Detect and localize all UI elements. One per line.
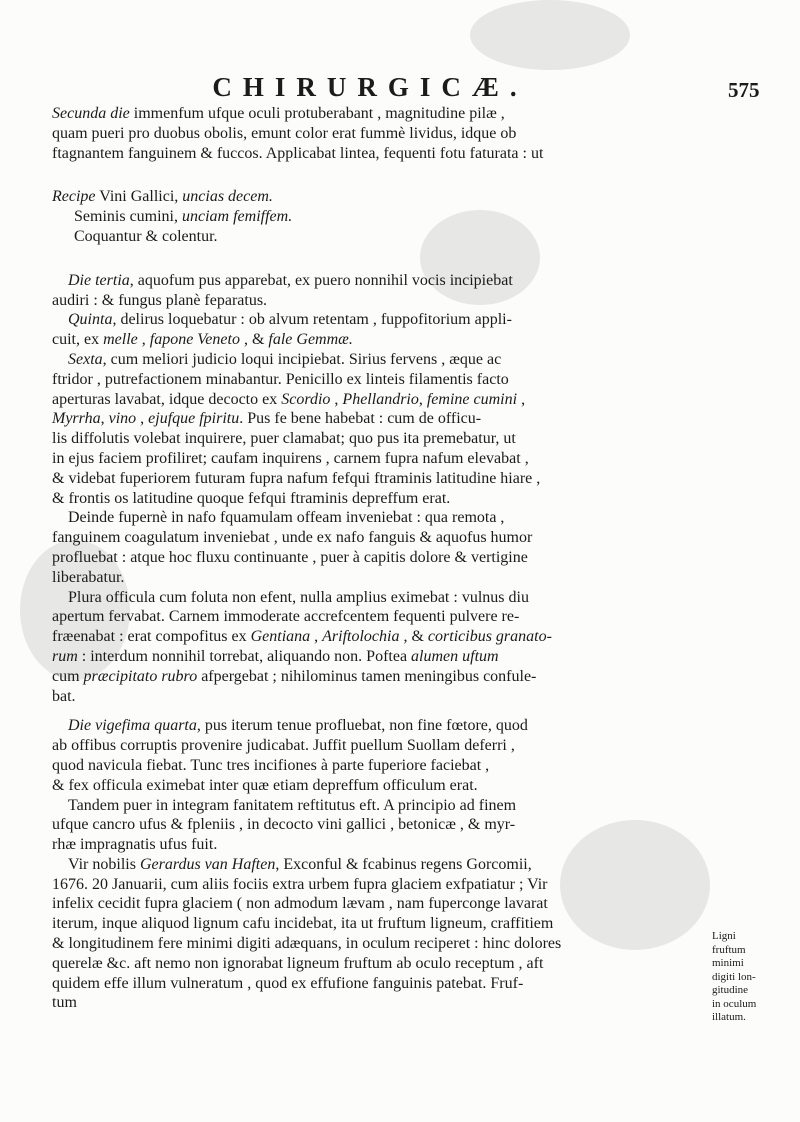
text-line xyxy=(52,736,712,756)
text-run: , xyxy=(310,628,323,646)
text-line xyxy=(52,508,712,528)
text-line xyxy=(52,716,712,736)
text-run: Vir nobilis xyxy=(68,855,140,873)
text-line xyxy=(52,449,712,469)
italic-run: Myrrha xyxy=(52,410,101,428)
text-run: apertum fervabat. Carnem immoderate accrefcentem fequenti pulvere re- xyxy=(52,608,520,626)
page-number: 575 xyxy=(728,78,760,102)
text-run: liberabatur. xyxy=(52,568,125,586)
margin-note-line: minimi xyxy=(712,957,744,969)
italic-run: Quinta xyxy=(68,311,113,329)
text-run: ufque cancro ufus & fpleniis , in decocto vini gallici , betonicæ , & myr- xyxy=(52,816,516,834)
text-run: rhæ impragnatis ufus fuit. xyxy=(52,836,218,854)
italic-run: Gerardus van Haften xyxy=(139,855,276,873)
italic-run: ejufque fpiritu xyxy=(148,410,240,428)
text-line xyxy=(52,310,712,330)
italic-run: rum xyxy=(52,647,78,665)
text-line xyxy=(52,548,712,568)
text-line xyxy=(52,390,712,410)
text-line xyxy=(52,914,712,934)
text-line xyxy=(52,528,712,548)
text-run: Coquantur & colentur. xyxy=(74,227,218,245)
text-line xyxy=(52,993,712,1013)
text-run: querelæ &c. aft nemo non ignorabat ligneum fruftum ab oculo receptum , aft xyxy=(52,954,544,972)
text-line xyxy=(52,124,712,144)
text-run: 1676. 20 Januarii, cum aliis fociis extra urbem fupra glaciem exfpatiatur ; Vir xyxy=(52,875,548,893)
text-run: lis diffolutis volebat inquirere, puer clamabat; quo pus ita premebatur, ut xyxy=(52,430,516,448)
text-line xyxy=(52,350,712,370)
text-run: , xyxy=(136,410,149,428)
text-run: audiri : & fungus planè feparatus. xyxy=(52,291,268,309)
text-run: , xyxy=(100,410,109,428)
text-run: & videbat fuperiorem futuram fupra nafum fefqui ftraminis latitudine hiare , xyxy=(52,469,541,487)
text-line xyxy=(52,588,712,608)
text-line xyxy=(52,607,712,627)
text-run: ftridor , putrefactionem minabantur. Penicillo ex linteis filamentis facto xyxy=(52,370,509,388)
margin-note-line: in oculum xyxy=(712,997,757,1010)
text-run: , aquofum pus apparebat, ex puero nonnihil vocis incipiebat xyxy=(129,271,513,289)
italic-run: Sexta xyxy=(68,350,103,368)
text-run: , Exconful & fcabinus regens Gorcomii, xyxy=(275,855,532,873)
text-run: immenfum ufque oculi protuberabant , magnitudine pilæ , xyxy=(129,105,505,122)
text-run: infelix cecidit fupra glaciem ( non admodum lævam , nam fuperconge lavarat xyxy=(52,895,548,913)
text-run: cum xyxy=(52,667,84,685)
text-run: fanguinem coagulatum inveniebat , unde ex nafo fanguis & aquofus humor xyxy=(52,529,533,547)
text-run: , xyxy=(517,390,526,408)
text-line xyxy=(52,271,712,291)
text-run: Plura officula cum foluta non efent, nulla amplius eximebat : vulnus diu xyxy=(68,588,529,606)
text-run: fræenabat : erat compofitus ex xyxy=(52,628,251,646)
text-line xyxy=(52,667,712,687)
text-run: in ejus faciem profiliret; caufam inquirens , carnem fupra nafum elevabat , xyxy=(52,449,529,467)
text-line xyxy=(52,974,712,994)
text-run: afpergebat ; nihilominus tamen meningibus confule- xyxy=(197,667,537,685)
text-line xyxy=(52,489,712,509)
text-line xyxy=(52,835,712,855)
running-title: CHIRURGICÆ. xyxy=(212,72,528,102)
text-run: aperturas lavabat, idque decocto ex xyxy=(52,390,282,408)
paper-stain xyxy=(470,0,630,70)
text-line xyxy=(52,207,712,227)
text-line xyxy=(52,409,712,429)
text-run: ftagnantem fanguinem & fuccos. Applicabat lintea, fequenti fotu faturata : ut xyxy=(52,144,544,162)
text-run: & frontis os latitudine quoque fefqui ftraminis depreffum erat. xyxy=(52,489,451,507)
text-line xyxy=(52,687,712,707)
page-header xyxy=(0,72,800,106)
text-line xyxy=(52,894,712,914)
italic-run: Die tertia xyxy=(68,271,130,289)
italic-run: Scordio xyxy=(281,390,331,408)
text-run: & longitudinem fere minimi digiti adæquans, in oculum reciperet : hinc dolores xyxy=(52,935,562,953)
margin-note-line: Ligni xyxy=(712,930,736,942)
italic-run: Phellandrio xyxy=(342,390,419,408)
text-line xyxy=(52,815,712,835)
text-run: . Pus fe bene habebat : cum de officu- xyxy=(239,410,482,428)
text-line xyxy=(52,469,712,489)
text-line xyxy=(52,934,712,954)
italic-run: alumen uftum xyxy=(411,647,499,665)
text-run: quod navicula fiebat. Tunc tres incifiones à parte fuperiore faciebat , xyxy=(52,756,490,774)
text-run: quam pueri pro duobus obolis, emunt color erat fummè lividus, idque ob xyxy=(52,124,517,142)
text-line xyxy=(52,370,712,390)
italic-run: Gentiana xyxy=(250,628,311,646)
text-run: , delirus loquebatur : ob alvum retentam , fuppofitorium appli- xyxy=(112,311,512,329)
italic-run: Recipe xyxy=(52,188,96,206)
text-line xyxy=(52,291,712,311)
text-run: , xyxy=(418,390,427,408)
italic-run: Secunda die xyxy=(52,105,130,122)
text-run: : interdum nonnihil torrebat, aliquando non. Poftea xyxy=(77,647,412,665)
text-run: , xyxy=(330,390,343,408)
text-line xyxy=(52,187,712,207)
italic-run: præcipitato rubro xyxy=(83,667,198,685)
text-line xyxy=(52,756,712,776)
text-run: , & xyxy=(399,628,428,646)
text-run: cuit, ex xyxy=(52,331,104,349)
text-line xyxy=(52,104,712,124)
italic-run: uncias decem. xyxy=(182,188,273,206)
text-run: bat. xyxy=(52,687,76,705)
text-line xyxy=(52,855,712,875)
italic-run: unciam femiffem. xyxy=(182,208,293,226)
italic-run: fapone Veneto xyxy=(149,331,240,349)
text-run: ab offibus corruptis provenire judicabat. Juffit puellum Suollam deferri , xyxy=(52,737,515,755)
text-run: , pus iterum tenue profluebat, non fine fœtore, quod xyxy=(196,717,528,735)
text-run: iterum, inque aliquod lignum cafu incidebat, ita ut fruftum ligneum, craffitiem xyxy=(52,915,554,933)
text-run: tum xyxy=(52,994,77,1012)
text-run: , & xyxy=(239,331,269,349)
italic-run: melle xyxy=(103,331,138,349)
margin-note-line: digiti lon- xyxy=(712,970,756,983)
italic-run: corticibus granato- xyxy=(427,628,552,646)
text-run: & fex officula eximebat inter quæ etiam depreffum officulum erat. xyxy=(52,776,478,794)
text-run: quidem effe illum vulneratum , quod ex effufione fanguinis patebat. Fruf- xyxy=(52,974,524,992)
margin-note-line: illatum. xyxy=(712,1011,746,1023)
text-line xyxy=(52,875,712,895)
italic-run: Die vigefima quarta xyxy=(68,717,197,735)
text-line xyxy=(52,144,712,164)
text-run: profluebat : atque hoc fluxu continuante , puer à capitis dolore & vertigine xyxy=(52,548,528,566)
text-line xyxy=(52,627,712,647)
margin-note-line: fruftum xyxy=(712,943,746,956)
margin-note xyxy=(712,930,792,1025)
text-run: Seminis cumini, xyxy=(74,208,182,226)
text-run: Deinde fupernè in nafo fquamulam offeam inveniebat : qua remota , xyxy=(68,509,505,527)
text-line xyxy=(52,954,712,974)
text-run: Vini Gallici, xyxy=(95,188,183,206)
body-text xyxy=(52,104,712,1013)
text-line xyxy=(52,568,712,588)
text-line xyxy=(52,647,712,667)
text-run: Tandem puer in integram fanitatem reftitutus eft. A principio ad finem xyxy=(68,796,517,814)
italic-run: vino xyxy=(108,410,137,428)
margin-note-line: gitudine xyxy=(712,984,749,996)
text-line xyxy=(52,330,712,350)
text-run: , xyxy=(137,331,150,349)
text-line xyxy=(52,796,712,816)
text-run: , cum meliori judicio loqui incipiebat. Sirius fervens , æque ac xyxy=(102,350,502,368)
text-line xyxy=(52,776,712,796)
text-line xyxy=(52,227,712,247)
italic-run: femine cumini xyxy=(426,390,518,408)
text-line xyxy=(52,429,712,449)
italic-run: fale Gemmæ. xyxy=(268,331,353,349)
italic-run: Ariftolochia xyxy=(322,628,400,646)
